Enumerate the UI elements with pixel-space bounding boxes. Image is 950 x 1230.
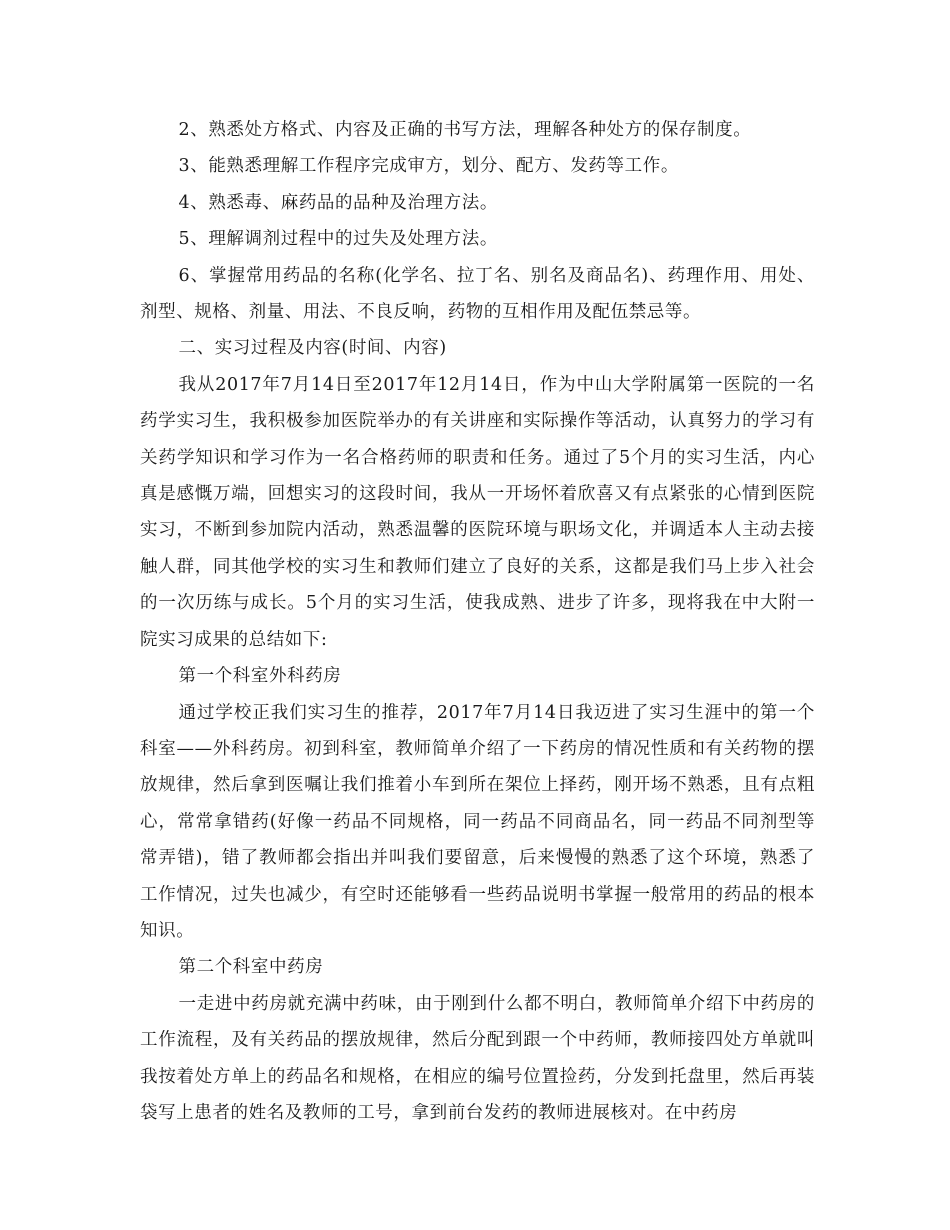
paragraph-first-department: 通过学校正我们实习生的推荐，2017年7月14日我迈进了实习生涯中的第一个科室——外科药房。初到科室，教师简单介绍了一下药房的情况性质和有关药物的摆放规律，然后拿到医嘱让我们推着小车到所在架位上择药，刚开场不熟悉，且有点粗心，常常拿错药(好像一药品不同规格，同一药品不同商品名，同一药品不同剂型等常弄错)，错了教师都会指出并叫我们要留意，后来慢慢的熟悉了这个环境，熟悉了工作情况，过失也减少，有空时还能够看一些药品说明书掌握一般常用的药品的根本知识。 (140, 702, 815, 941)
heading-first-department: 第一个科室外科药房 (178, 666, 342, 687)
paragraph-item-6: 6、掌握常用药品的名称(化学名、拉丁名、别名及商品名)、药理作用、用处、剂型、规格、剂量、用法、不良反响，药物的互相作用及配伍禁忌等。 (140, 265, 815, 323)
paragraph-second-department: 一走进中药房就充满中药味，由于刚到什么都不明白，教师简单介绍下中药房的工作流程，及有关药品的摆放规律，然后分配到跟一个中药师，教师接四处方单就叫我按着处方单上的药品名和规格，在相应的编号位置捡药，分发到托盘里，然后再装袋写上患者的姓名及教师的工号，拿到前台发药的教师进展核对。在中药房 (140, 993, 815, 1123)
heading-second-department: 第二个科室中药房 (178, 957, 324, 978)
paragraph-internship-overview: 我从2017年7月14日至2017年12月14日，作为中山大学附属第一医院的一名药学实习生，我积极参加医院举办的有关讲座和实际操作等活动，认真努力的学习有关药学知识和学习作为一名合格药师的职责和任务。通过了5个月的实习生活，内心真是感慨万端，回想实习的这段时间，我从一开场怀着欣喜又有点紧张的心情到医院实习，不断到参加院内活动，熟悉温馨的医院环境与职场文化，并调适本人主动去接触人群，同其他学校的实习生和教师们建立了良好的关系，这都是我们马上步入社会的一次历练与成长。5个月的实习生活，使我成熟、进步了许多，现将我在中大附一院实习成果的总结如下: (140, 374, 815, 650)
paragraph-item-2: 2、熟悉处方格式、内容及正确的书写方法，理解各种处方的保存制度。 (178, 120, 752, 140)
section-heading-internship-process: 二、实习过程及内容(时间、内容) (178, 338, 447, 359)
paragraph-item-5: 5、理解调剂过程中的过失及处理方法。 (178, 229, 498, 250)
paragraph-item-4: 4、熟悉毒、麻药品的品种及治理方法。 (178, 192, 498, 213)
paragraph-item-3: 3、能熟悉理解工作程序完成审方，划分、配方、发药等工作。 (178, 156, 679, 177)
document-page (140, 112, 815, 1131)
